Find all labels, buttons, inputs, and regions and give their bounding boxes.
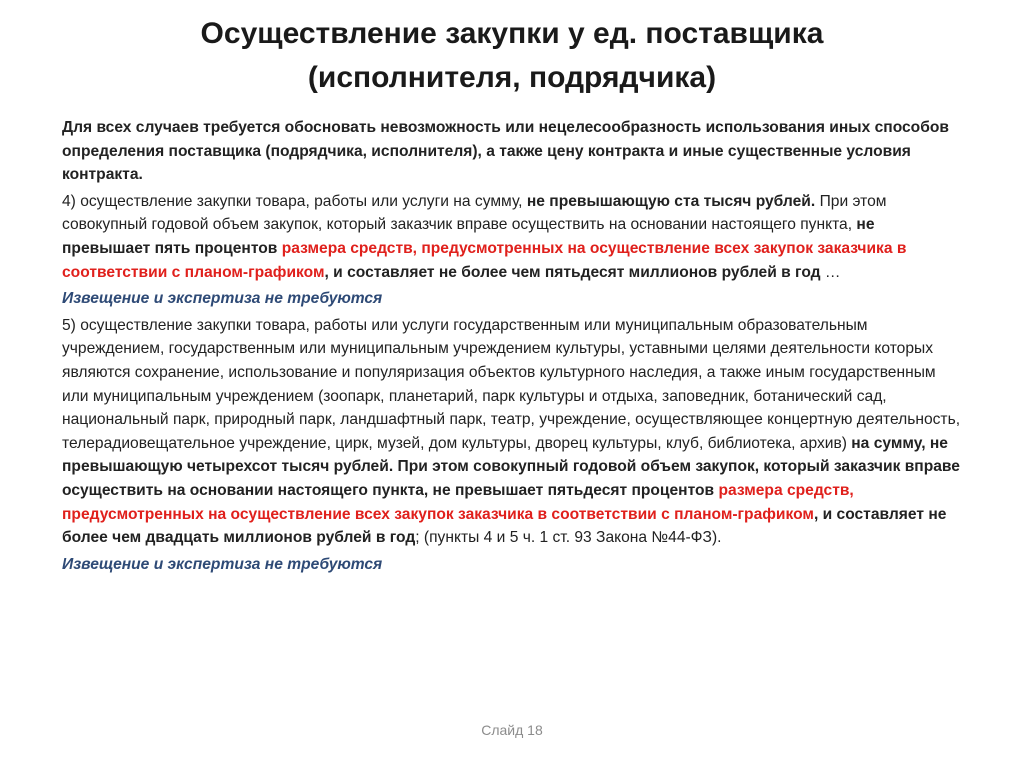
slide-body bbox=[62, 116, 962, 579]
item-5-highlight: размера средств, предусмотренных на осуществление всех закупок заказчика в соответствии с планом-графиком bbox=[62, 481, 854, 523]
item-4-limit: не превышающую ста тысяч рублей. bbox=[526, 192, 816, 210]
item-5-annual-limit: , и составляет не более чем двадцать миллионов рублей в год bbox=[62, 505, 947, 547]
item-5-limit: на сумму, не превышающую четырехсот тысяч рублей. При этом совокупный годовой объем закупок, который заказчик вправе осуществить на основании настоящего пункта, не превышает пятьдесят процентов bbox=[62, 434, 960, 499]
item-4-percent: не превышает пять процентов bbox=[62, 216, 875, 257]
note-no-notice-1: Извещение и экспертиза не требуются bbox=[62, 290, 383, 308]
item-4-text-cont: При этом совокупный годовой объем закупок, который заказчик вправе осуществить на основании настоящего пункта, bbox=[62, 192, 887, 234]
item-4-text: 4) осуществление закупки товара, работы или услуги на сумму, bbox=[62, 192, 527, 210]
item-5-reference: ; (пункты 4 и 5 ч. 1 ст. 93 Закона №44-ФЗ). bbox=[415, 529, 722, 547]
item-4-annual-limit: , и составляет не более чем пятьдесят миллионов рублей в год bbox=[324, 263, 821, 281]
title-line-1: Осуществление закупки у ед. поставщика bbox=[200, 17, 824, 50]
item-4-ellipsis: … bbox=[820, 263, 841, 281]
item-4-highlight: размера средств, предусмотренных на осуществление всех закупок заказчика в соответствии с планом-графиком bbox=[62, 239, 907, 281]
item-5-paragraph bbox=[62, 314, 962, 550]
slide-number: Слайд 18 bbox=[481, 722, 543, 738]
note-no-notice-2: Извещение и экспертиза не требуются bbox=[62, 555, 383, 573]
slide-title bbox=[0, 12, 1024, 100]
item-5-text: 5) осуществление закупки товара, работы или услуги государственным или муниципальным образовательным учреждением, государственным или муниципальным учреждением культуры, уставными целями деятельности которых являются сохранение, использование и популяризация объектов культурного наследия, а также иным государственным или муниципальным учреждением (зоопарк, планетарий, парк культуры и отдыха, заповедник, ботанический сад, национальный парк, природный парк, ландшафтный парк, театр, учреждение, осуществляющее концертную деятельность, телерадиовещательное учреждение, цирк, музей, дом культуры, дворец культуры, клуб, библиотека, архив) bbox=[62, 316, 961, 452]
item-4-paragraph bbox=[62, 190, 962, 284]
title-line-2: (исполнителя, подрядчика) bbox=[307, 61, 717, 94]
intro-paragraph: Для всех случаев требуется обосновать невозможность или нецелесообразность использования иных способов определения поставщика (подрядчика, исполнителя), а также цену контракта и иные существенные условия контракта. bbox=[62, 119, 949, 184]
